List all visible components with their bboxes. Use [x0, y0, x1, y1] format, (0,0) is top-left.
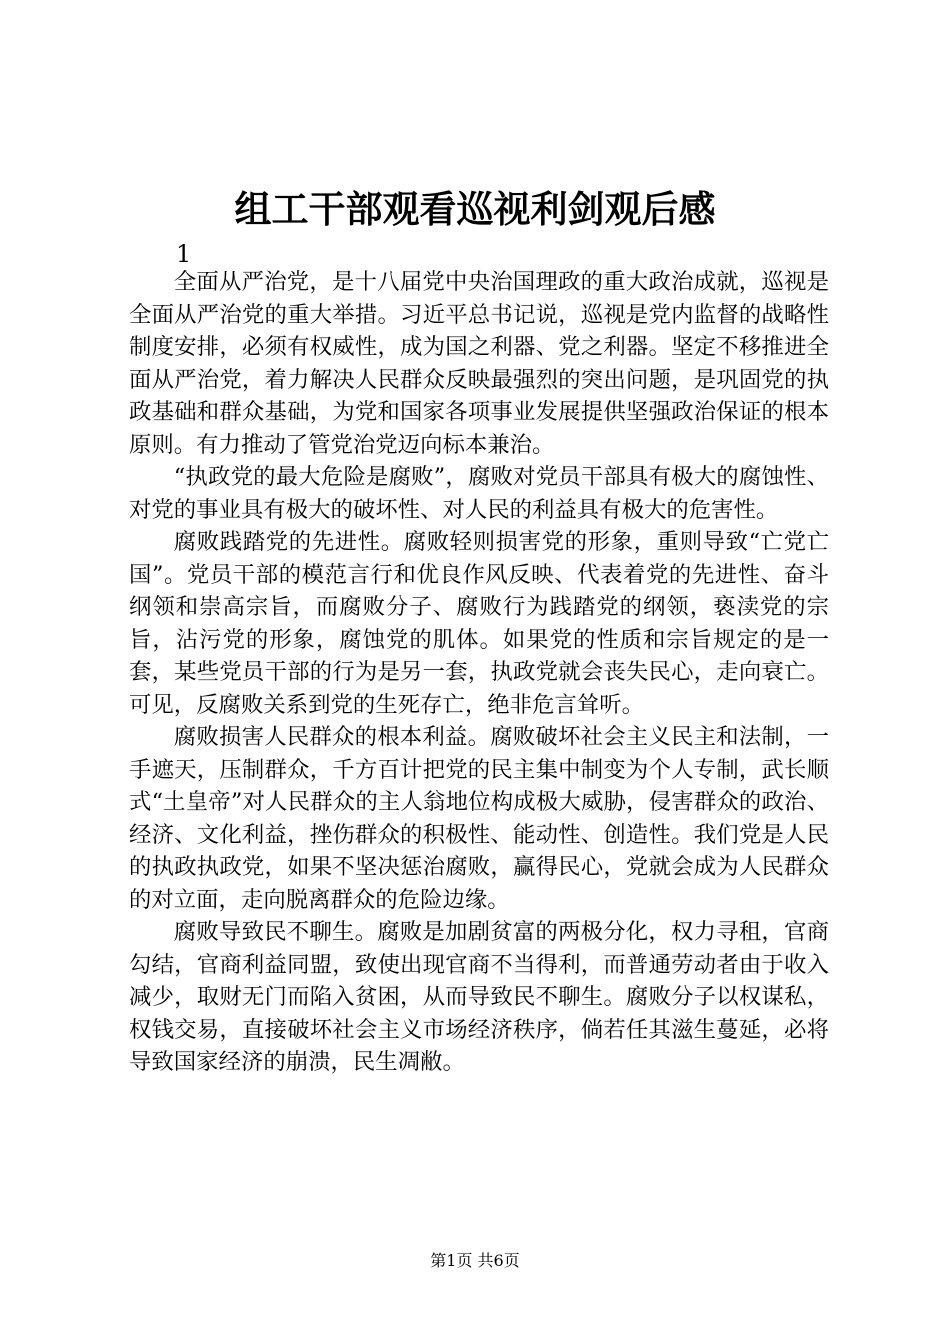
document-title: 组工干部观看巡视利剑观后感 — [234, 187, 716, 231]
paragraph: “执政党的最大危险是腐败”，腐败对党员干部具有极大的腐蚀性、对党的事业具有极大的破坏性、对人民的利益具有极大的危害性。 — [129, 464, 829, 523]
document-body — [129, 266, 829, 1079]
section-number: 1 — [176, 240, 192, 268]
paragraph: 全面从严治党，是十八届党中央治国理政的重大政治成就，巡视是全面从严治党的重大举措。习近平总书记说，巡视是党内监督的战略性制度安排，必须有权威性，成为国之利器、党之利器。坚定不移推进全面从严治党，着力解决人民群众反映最强烈的突出问题，是巩固党的执政基础和群众基础，为党和国家各项事业发展提供坚强政治保证的根本原则。有力推动了管党治党迈向标本兼治。 — [129, 269, 829, 458]
paragraph: 腐败导致民不聊生。腐败是加剧贫富的两极分化，权力寻租，官商勾结，官商利益同盟，致使出现官商不当得利，而普通劳动者由于收入减少，取财无门而陷入贫困，从而导致民不聊生。腐败分子以权谋私，权钱交易，直接破坏社会主义市场经济秩序，倘若任其滋生蔓延，必将导致国家经济的崩溃，民生凋敝。 — [129, 919, 829, 1075]
paragraph: 腐败践踏党的先进性。腐败轻则损害党的形象，重则导致“亡党亡国”。党员干部的模范言行和优良作风反映、代表着党的先进性、奋斗纲领和崇高宗旨，而腐败分子、腐败行为践踏党的纲领，亵渎党的宗旨，沾污党的形象，腐蚀党的肌体。如果党的性质和宗旨规定的是一套，某些党员干部的行为是另一套，执政党就会丧失民心，走向衰亡。可见，反腐败关系到党的生死存亡，绝非危言耸听。 — [129, 529, 829, 718]
paragraph: 腐败损害人民群众的根本利益。腐败破坏社会主义民主和法制，一手遮天，压制群众，千方百计把党的民主集中制变为个人专制，武长顺式“土皇帝”对人民群众的主人翁地位构成极大威胁，侵害群众的政治、经济、文化利益，挫伤群众的积极性、能动性、创造性。我们党是人民的执政执政党，如果不坚决惩治腐败，赢得民心，党就会成为人民群众的对立面，走向脱离群众的危险边缘。 — [129, 724, 829, 913]
page-footer: 第1页 共6页 — [430, 1251, 520, 1270]
